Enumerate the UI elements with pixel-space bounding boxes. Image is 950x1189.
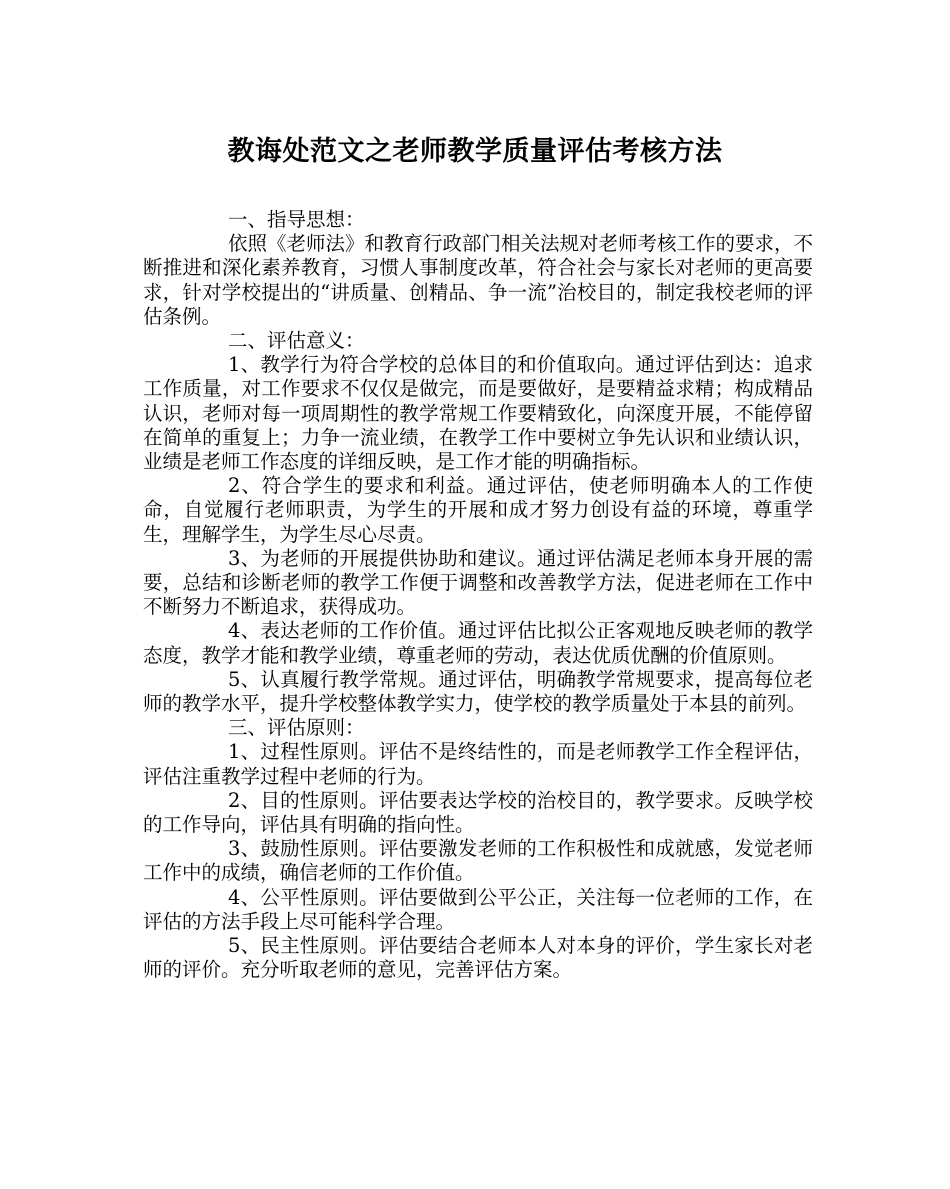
paragraph-guiding-ideas: 依照《老师法》和教育行政部门相关法规对老师考核工作的要求，不断推进和深化素养教育，习惯人事制度改革，符合社会与家长对老师的更高要求，针对学校提出的“讲质量、创精品、争一流”治校目的，制定我校老师的评估条例。: [143, 232, 814, 328]
section-heading-principles: 三、评估原则：: [228, 716, 365, 740]
paragraph-significance-1: 1、教学行为符合学校的总体目的和价值取向。通过评估到达：追求工作质量，对工作要求不仅仅是做完，而是要做好，是要精益求精；构成精品认识，老师对每一项周期性的教学常规工作要精致化，向深度开展，不能停留在简单的重复上；力争一流业绩，在教学工作中要树立争先认识和业绩认识，业绩是老师工作态度的详细反映，是工作才能的明确指标。: [143, 353, 813, 474]
paragraph-principle-2: 2、目的性原则。评估要表达学校的治校目的，教学要求。反映学校的工作导向，评估具有明确的指向性。: [143, 788, 813, 837]
paragraph-significance-5: 5、认真履行教学常规。通过评估，明确教学常规要求，提高每位老师的教学水平，提升学校整体教学实力，使学校的教学质量处于本县的前列。: [143, 667, 813, 716]
paragraph-principle-1: 1、过程性原则。评估不是终结性的，而是老师教学工作全程评估，评估注重教学过程中老师的行为。: [143, 740, 813, 788]
paragraph-significance-3: 3、为老师的开展提供协助和建议。通过评估满足老师本身开展的需要，总结和诊断老师的教学工作便于调整和改善教学方法，促进老师在工作中不断努力不断追求，获得成功。: [143, 546, 813, 619]
section-heading-significance: 二、评估意义：: [228, 329, 365, 353]
paragraph-principle-4: 4、公平性原则。评估要做到公平公正，关注每一位老师的工作，在评估的方法手段上尽可能科学合理。: [143, 885, 813, 933]
document-title: 教诲处范文之老师教学质量评估考核方法: [227, 136, 723, 167]
document-body: [143, 208, 813, 983]
paragraph-significance-2: 2、符合学生的要求和利益。通过评估，使老师明确本人的工作使命，自觉履行老师职责，为学生的开展和成才努力创设有益的环境，尊重学生，理解学生，为学生尽心尽责。: [143, 474, 813, 546]
section-heading-guiding-ideas: 一、指导思想：: [228, 208, 365, 231]
paragraph-principle-3: 3、鼓励性原则。评估要激发老师的工作积极性和成就感，发觉老师工作中的成绩，确信老师的工作价值。: [143, 837, 813, 885]
paragraph-significance-4: 4、表达老师的工作价值。通过评估比拟公正客观地反映老师的教学态度，教学才能和教学业绩，尊重老师的劳动，表达优质优酬的价值原则。: [143, 619, 813, 667]
paragraph-principle-5: 5、民主性原则。评估要结合老师本人对本身的评价，学生家长对老师的评价。充分听取老师的意见，完善评估方案。: [143, 934, 813, 982]
